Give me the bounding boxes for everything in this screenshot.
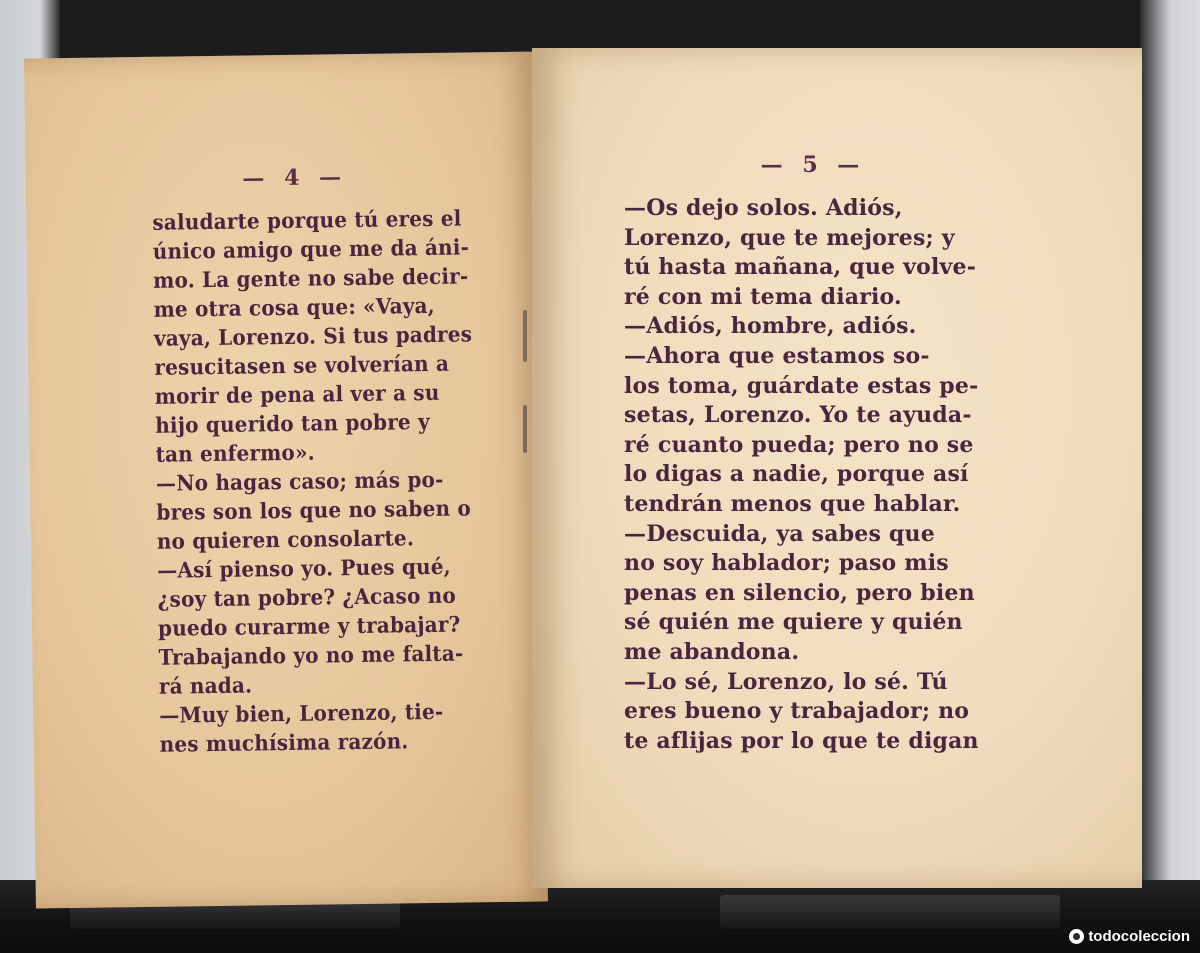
text-line: —Adiós, hombre, adiós. bbox=[624, 313, 917, 340]
text-line: morir de pena al ver a su bbox=[154, 380, 440, 410]
text-line: —Muy bien, Lorenzo, tie- bbox=[159, 699, 444, 729]
text-line: ré cuanto pueda; pero no se bbox=[624, 431, 974, 458]
watermark bbox=[1069, 928, 1190, 945]
text-line: —No hagas caso; más po- bbox=[155, 467, 444, 497]
text-line: puedo curarme y trabajar? bbox=[157, 612, 461, 642]
text-line: bres son los que no saben o bbox=[156, 496, 472, 526]
watermark-text: todocoleccion bbox=[1088, 928, 1190, 945]
text-line: no soy hablador; paso mis bbox=[624, 550, 949, 577]
text-line: lo digas a nadie, porque así bbox=[624, 461, 969, 488]
text-line: nes muchísima razón. bbox=[159, 729, 409, 758]
staple-bottom bbox=[523, 405, 527, 453]
text-line: —Descuida, ya sabes que bbox=[624, 520, 935, 547]
text-line: vaya, Lorenzo. Si tus padres bbox=[153, 322, 473, 352]
text-line: me abandona. bbox=[624, 638, 800, 665]
text-line: setas, Lorenzo. Yo te ayuda- bbox=[624, 402, 972, 429]
right-page-number: — 5 — bbox=[760, 152, 866, 178]
text-line: los toma, guárdate estas pe- bbox=[624, 372, 979, 399]
right-page-text bbox=[624, 194, 1112, 756]
text-line: me otra cosa que: «Vaya, bbox=[153, 293, 436, 323]
text-line: tan enfermo». bbox=[155, 440, 315, 468]
text-line: —Ahora que estamos so- bbox=[624, 342, 930, 369]
text-line: eres bueno y trabajador; no bbox=[624, 698, 970, 725]
text-line: ¿soy tan pobre? ¿Acaso no bbox=[157, 583, 457, 613]
text-line: único amigo que me da áni- bbox=[152, 235, 470, 265]
text-line: ré con mi tema diario. bbox=[624, 283, 902, 310]
left-page bbox=[24, 51, 548, 908]
text-line: penas en silencio, pero bien bbox=[624, 579, 975, 606]
book-gutter bbox=[520, 300, 530, 470]
text-line: rá nada. bbox=[158, 673, 253, 700]
left-page-number: — 4 — bbox=[242, 164, 348, 192]
text-line: —Os dejo solos. Adiós, bbox=[624, 195, 903, 221]
stand-rail-right bbox=[720, 895, 1060, 929]
right-page bbox=[532, 48, 1142, 888]
text-line: te aflijas por lo que te digan bbox=[624, 727, 979, 754]
text-line: hijo querido tan pobre y bbox=[155, 409, 430, 439]
text-line: sé quién me quiere y quién bbox=[624, 609, 963, 636]
text-line: resucitasen se volverían a bbox=[154, 351, 450, 381]
text-line: saludarte porque tú eres el bbox=[152, 206, 462, 236]
text-line: mo. La gente no sabe decir- bbox=[153, 264, 469, 294]
text-line: tendrán menos que hablar. bbox=[624, 490, 961, 517]
text-line: no quieren consolarte. bbox=[156, 526, 415, 555]
staple-top bbox=[523, 310, 527, 362]
left-page-text bbox=[152, 204, 516, 760]
todocoleccion-logo-icon bbox=[1069, 929, 1084, 944]
text-line: tú hasta mañana, que volve- bbox=[624, 254, 977, 281]
text-line: —Lo sé, Lorenzo, lo sé. Tú bbox=[624, 668, 948, 695]
text-line: —Así pienso yo. Pues qué, bbox=[157, 554, 452, 584]
text-line: Trabajando yo no me falta- bbox=[158, 641, 464, 671]
text-line: Lorenzo, que te mejores; y bbox=[624, 224, 955, 251]
